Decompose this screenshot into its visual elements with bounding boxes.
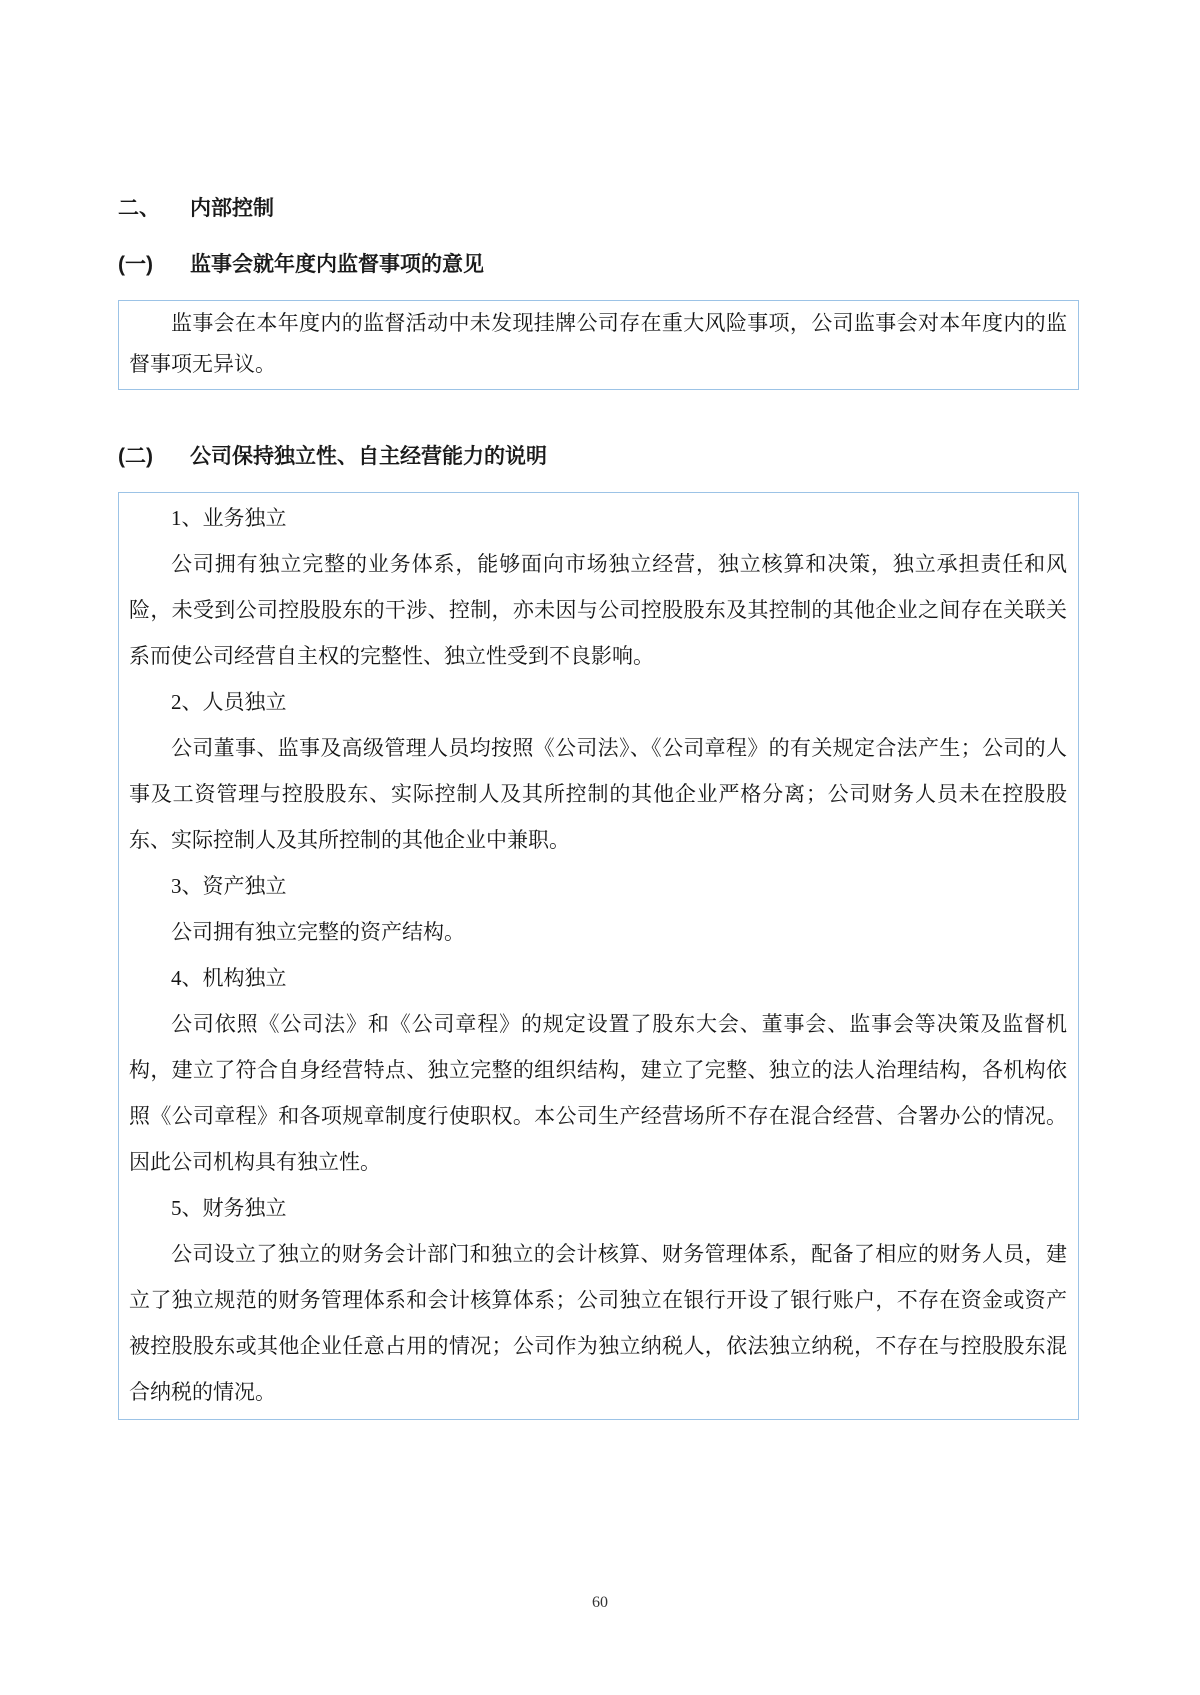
chapter-number: 二、 [118, 197, 160, 220]
subsection-2-heading [118, 444, 1082, 470]
page-number: 60 [592, 1594, 608, 1611]
item-text-business: 公司拥有独立完整的业务体系，能够面向市场独立经营，独立核算和决策，独立承担责任和风险，未受到公司控股股东的干涉、控制，亦未因与公司控股股东及其控制的其他企业之间存在关联关系而使公司经营自主权的完整性、独立性受到不良影响。 [129, 552, 1067, 668]
item-label-organization: 4、机构独立 [171, 966, 287, 990]
subsection-2-number: (二) [118, 445, 153, 468]
chapter-title: 内部控制 [190, 197, 274, 220]
subsection-2-title: 公司保持独立性、自主经营能力的说明 [190, 445, 547, 468]
item-text-organization: 公司依照《公司法》和《公司章程》的规定设置了股东大会、董事会、监事会等决策及监督机构，建立了符合自身经营特点、独立完整的组织结构，建立了完整、独立的法人治理结构，各机构依照《公司章程》和各项规章制度行使职权。本公司生产经营场所不存在混合经营、合署办公的情况。因此公司机构具有独立性。 [129, 1012, 1067, 1174]
item-text-finance: 公司设立了独立的财务会计部门和独立的会计核算、财务管理体系，配备了相应的财务人员，建立了独立规范的财务管理体系和会计核算体系；公司独立在银行开设了银行账户，不存在资金或资产被控股股东或其他企业任意占用的情况；公司作为独立纳税人，依法独立纳税，不存在与控股股东混合纳税的情况。 [129, 1242, 1067, 1404]
subsection-1-heading [118, 252, 1082, 278]
subsection-1-title: 监事会就年度内监督事项的意见 [190, 253, 484, 276]
supervisory-opinion-text: 监事会在本年度内的监督活动中未发现挂牌公司存在重大风险事项，公司监事会对本年度内的监督事项无异议。 [129, 311, 1067, 376]
item-text-assets: 公司拥有独立完整的资产结构。 [171, 920, 465, 944]
chapter-heading [118, 196, 1082, 222]
item-label-business: 1、业务独立 [171, 506, 287, 530]
supervisory-opinion-box [118, 300, 1079, 390]
item-label-finance: 5、财务独立 [171, 1196, 287, 1220]
independence-statement-box [118, 492, 1079, 1420]
item-label-assets: 3、资产独立 [171, 874, 287, 898]
item-label-personnel: 2、人员独立 [171, 690, 287, 714]
subsection-1-number: (一) [118, 253, 153, 276]
item-text-personnel: 公司董事、监事及高级管理人员均按照《公司法》、《公司章程》的有关规定合法产生；公司的人事及工资管理与控股股东、实际控制人及其所控制的其他企业严格分离；公司财务人员未在控股股东、实际控制人及其所控制的其他企业中兼职。 [129, 736, 1067, 852]
